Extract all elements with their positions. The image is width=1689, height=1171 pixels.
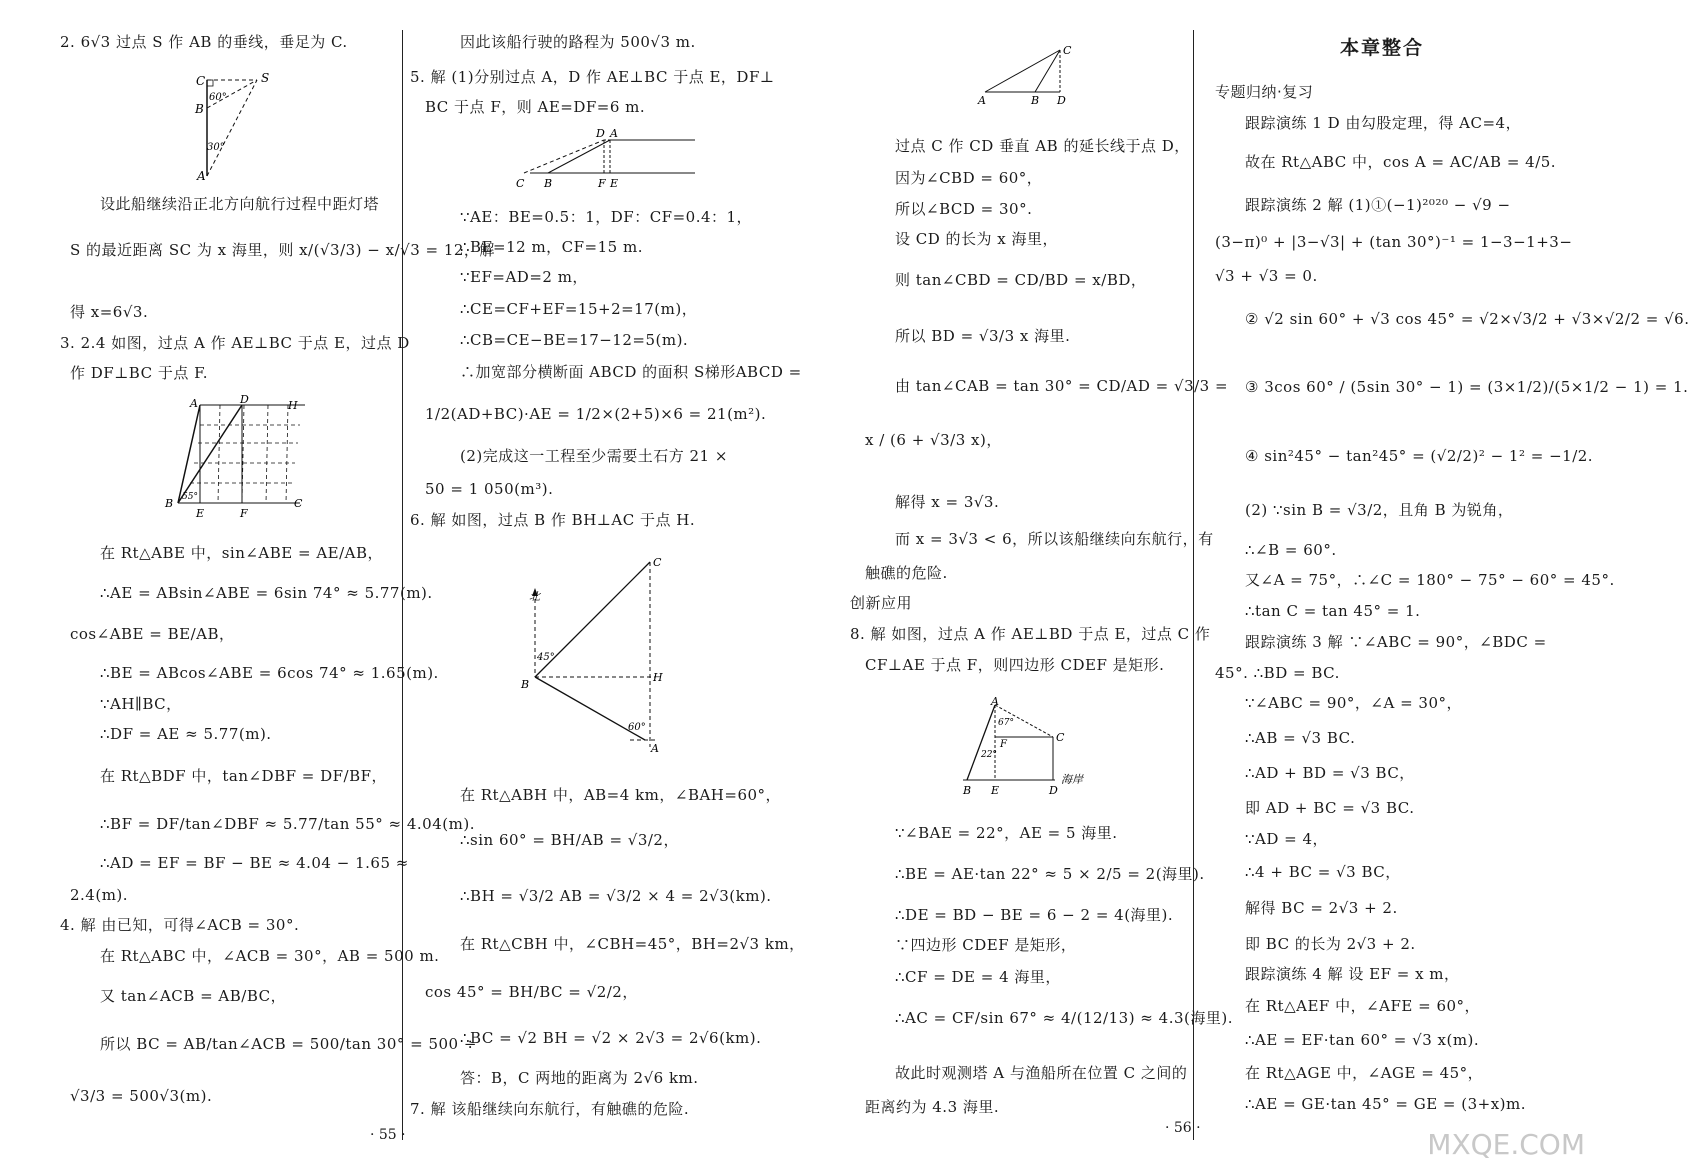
col4-line: 故在 Rt△ABC 中，cos A = AC/AB = 4/5. <box>1245 153 1557 171</box>
f8-label-B: B <box>963 784 972 797</box>
col1-line: ∴AE = ABsin∠ABE = 6sin 74° ≈ 5.77(m). <box>100 584 433 602</box>
f8-label-A: A <box>991 695 999 708</box>
col2-line: 因此该船行驶的路程为 500√3 m. <box>460 33 696 51</box>
f6-angle-60: 60° <box>628 722 646 733</box>
col1-line: S 的最近距离 SC 为 x 海里，则 x/(√3/3) − x/√3 = 12，解 <box>70 241 495 259</box>
col4-line: 专题归纳·复习 <box>1215 83 1314 101</box>
col1-line: ∵AH∥BC， <box>100 695 182 713</box>
f3-label-A: A <box>190 397 198 410</box>
col2-line: 答：B，C 两地的距离为 2√6 km. <box>460 1069 699 1087</box>
col2-line: ∴BH = √3/2 AB = √3/2 × 4 = 2√3(km). <box>460 887 772 905</box>
f6-label-H: H <box>653 671 663 684</box>
f7-label-A: A <box>978 94 986 107</box>
f7-label-C: C <box>1063 44 1072 57</box>
col4-line: ∴AD + BD = √3 BC， <box>1245 764 1415 782</box>
f8-label-C: C <box>1056 731 1065 744</box>
col3-line: ∵四边形 CDEF 是矩形， <box>895 936 1077 954</box>
col3-line: 过点 C 作 CD 垂直 AB 的延长线于点 D， <box>895 137 1190 155</box>
f3-label-D: D <box>240 393 249 406</box>
col2-line: ∴CB=CE−BE=17−12=5(m). <box>460 331 689 349</box>
f6-north-label: 北 <box>529 590 540 603</box>
page-number-left: · 55 · <box>370 1127 406 1143</box>
col2-line: ∵AE：BE=0.5：1，DF：CF=0.4：1， <box>460 208 753 226</box>
col1-line: 作 DF⊥BC 于点 F. <box>70 364 208 382</box>
col4-line: ∴4 + BC = √3 BC， <box>1245 863 1401 881</box>
col3-line: x / (6 + √3/3 x)， <box>865 431 1002 449</box>
f3-label-B: B <box>165 497 174 510</box>
f5-label-A: A <box>610 127 618 140</box>
f8-shore-label: 海岸 <box>1061 773 1083 786</box>
f1-label-S: S <box>261 71 270 85</box>
f7-label-B: B <box>1031 94 1040 107</box>
f7-label-D: D <box>1057 94 1066 107</box>
col1-line: 在 Rt△ABC 中，∠ACB = 30°，AB = 500 m. <box>100 947 440 965</box>
col1-line: 设此船继续沿正北方向航行过程中距灯塔 <box>100 195 380 213</box>
col3-line: 则 tan∠CBD = CD/BD = x/BD， <box>895 271 1147 289</box>
col1-line: 又 tan∠ACB = AB/BC， <box>100 987 287 1005</box>
col4-line: ∴tan C = tan 45° = 1. <box>1245 602 1421 620</box>
col3-line: ∴DE = BD − BE = 6 − 2 = 4(海里). <box>895 906 1174 924</box>
col4-line: 跟踪演练 3 解 ∵∠ABC = 90°，∠BDC = <box>1245 633 1547 651</box>
col3-line: 所以∠BCD = 30°. <box>895 200 1033 218</box>
col4-line: √3 + √3 = 0. <box>1215 267 1318 285</box>
col1-line: cos∠ABE = BE/AB， <box>70 625 235 643</box>
col4-line: 又∠A = 75°，∴∠C = 180° − 75° − 60° = 45°. <box>1245 571 1615 589</box>
col4-line: (2) ∵sin B = √3/2，且角 B 为锐角， <box>1245 501 1514 519</box>
col4-line: 跟踪演练 2 解 (1)①(−1)²⁰²⁰ − √9 − <box>1245 196 1511 214</box>
col4-line: 在 Rt△AGE 中，∠AGE = 45°， <box>1245 1064 1484 1082</box>
f5-label-F: F <box>598 177 606 190</box>
f5-label-E: E <box>610 177 619 190</box>
col2-line: ∴CE=CF+EF=15+2=17(m)， <box>460 300 698 318</box>
col3-line: 距离约为 4.3 海里. <box>865 1098 1000 1116</box>
col1-line: ∴BE = ABcos∠ABE = 6cos 74° ≈ 1.65(m). <box>100 664 439 682</box>
col1-line: 在 Rt△BDF 中，tan∠DBF = DF/BF， <box>100 767 388 785</box>
f3-label-H: H <box>288 399 298 412</box>
col3-line: 而 x = 3√3 < 6，所以该船继续向东航行，有 <box>895 530 1214 548</box>
col1-line: 4. 解 由已知，可得∠ACB = 30°. <box>60 916 300 934</box>
col1-line: ∴BF = DF/tan∠DBF ≈ 5.77/tan 55° ≈ 4.04(m). <box>100 815 475 833</box>
figure-problem-5 <box>510 125 700 193</box>
col4-line: (3−π)⁰ + |3−√3| + (tan 30°)⁻¹ = 1−3−1+3− <box>1215 233 1573 251</box>
col2-line: 在 Rt△ABH 中，AB=4 km，∠BAH=60°， <box>460 786 782 804</box>
figure-problem-6 <box>515 552 675 757</box>
col2-line: ∴BE=12 m，CF=15 m. <box>460 238 643 256</box>
col4-line: ∴AE = GE·tan 45° = GE = (3+x)m. <box>1245 1095 1527 1113</box>
col3-line: 由 tan∠CAB = tan 30° = CD/AD = √3/3 = <box>895 377 1229 395</box>
f5-label-D: D <box>596 127 605 140</box>
col4-line: 45°. ∴BD = BC. <box>1215 664 1340 682</box>
f3-label-E: E <box>196 507 205 520</box>
col3-line: ∴AC = CF/sin 67° ≈ 4/(12/13) ≈ 4.3(海里). <box>895 1009 1233 1027</box>
figure-problem-7 <box>975 42 1095 110</box>
col2-line: ∵EF=AD=2 m， <box>460 268 588 286</box>
f8-label-D: D <box>1049 784 1058 797</box>
col4-line: 即 BC 的长为 2√3 + 2. <box>1245 935 1416 953</box>
col2-line: 1/2(AD+BC)·AE = 1/2×(2+5)×6 = 21(m²). <box>425 405 767 423</box>
col1-line: 2. 6√3 过点 S 作 AB 的垂线，垂足为 C. <box>60 33 348 51</box>
f1-label-C: C <box>196 74 206 88</box>
col3-line: CF⊥AE 于点 F，则四边形 CDEF 是矩形. <box>865 656 1165 674</box>
column-4 <box>1215 0 1689 1171</box>
col4-line: ③ 3cos 60° / (5sin 30° − 1) = (3×1/2)/(5×1/2 − 1) = 1. <box>1245 378 1689 396</box>
col3-line: 所以 BD = √3/3 x 海里. <box>895 327 1071 345</box>
col4-line: ∵∠ABC = 90°，∠A = 30°， <box>1245 694 1463 712</box>
f1-angle-60: 60° <box>209 92 227 103</box>
f6-label-C: C <box>653 556 662 569</box>
col4-line: ∵AD = 4， <box>1245 830 1329 848</box>
col4-line: ∴AB = √3 BC. <box>1245 729 1356 747</box>
col1-line: 2.4(m). <box>70 886 129 904</box>
col4-line: ② √2 sin 60° + √3 cos 45° = √2×√3/2 + √3×√2/2 = √6. <box>1245 310 1689 328</box>
col2-line: cos 45° = BH/BC = √2/2， <box>425 983 638 1001</box>
col2-line: ∴BC = √2 BH = √2 × 2√3 = 2√6(km). <box>460 1029 762 1047</box>
col2-line: 在 Rt△CBH 中，∠CBH=45°，BH=2√3 km， <box>460 935 805 953</box>
f3-angle-55: 55° <box>182 492 198 502</box>
col2-line: 5. 解 (1)分别过点 A，D 作 AE⊥BC 于点 E，DF⊥ <box>410 68 775 86</box>
f6-label-A: A <box>651 742 659 755</box>
figure-problem-3 <box>160 395 310 520</box>
col3-line: ∵∠BAE = 22°，AE = 5 海里. <box>895 824 1118 842</box>
col3-line: 故此时观测塔 A 与渔船所在位置 C 之间的 <box>895 1064 1188 1082</box>
col2-line: 50 = 1 050(m³). <box>425 480 554 498</box>
col3-line: 8. 解 如图，过点 A 作 AE⊥BD 于点 E，过点 C 作 <box>850 625 1211 643</box>
col1-line: ∴AD = EF = BF − BE ≈ 4.04 − 1.65 ≈ <box>100 854 409 872</box>
f1-label-A: A <box>197 169 206 183</box>
watermark: MXQE.COM <box>1427 1128 1585 1161</box>
f3-label-F: F <box>240 507 248 520</box>
col1-line: 所以 BC = AB/tan∠ACB = 500/tan 30° = 500 ÷ <box>100 1035 477 1053</box>
col1-line: √3/3 = 500√3(m). <box>70 1087 213 1105</box>
column-3 <box>850 0 1233 1171</box>
col3-line: 设 CD 的长为 x 海里， <box>895 230 1059 248</box>
col1-line: ∴DF = AE ≈ 5.77(m). <box>100 725 272 743</box>
page-number-right: · 56 · <box>1165 1120 1201 1136</box>
col2-line: ∴加宽部分横断面 ABCD 的面积 S梯形ABCD = <box>460 363 802 381</box>
col3-line: 解得 x = 3√3. <box>895 493 1000 511</box>
col3-line: 因为∠CBD = 60°， <box>895 169 1043 187</box>
f1-angle-30: 30° <box>207 142 225 153</box>
col3-line: ∴BE = AE·tan 22° ≈ 5 × 2/5 = 2(海里). <box>895 865 1205 883</box>
col4-line: ④ sin²45° − tan²45° = (√2/2)² − 1² = −1/2. <box>1245 447 1594 465</box>
col2-line: 7. 解 该船继续向东航行，有触礁的危险. <box>410 1100 690 1118</box>
col2-line: (2)完成这一工程至少需要土石方 21 × <box>460 447 728 465</box>
col4-line: 跟踪演练 1 D 由勾股定理，得 AC=4， <box>1245 114 1522 132</box>
f8-label-F: F <box>1000 739 1007 750</box>
chapter-title: 本章整合 <box>1340 37 1425 59</box>
col4-line: ∴AE = EF·tan 60° = √3 x(m). <box>1245 1031 1480 1049</box>
col1-line: 在 Rt△ABE 中，sin∠ABE = AE/AB， <box>100 544 384 562</box>
col1-line: 3. 2.4 如图，过点 A 作 AE⊥BC 于点 E，过点 D <box>60 334 410 352</box>
figure-problem-2 <box>185 68 280 183</box>
col4-line: 解得 BC = 2√3 + 2. <box>1245 899 1398 917</box>
f8-label-E: E <box>991 784 1000 797</box>
col4-line: ∴∠B = 60°. <box>1245 541 1337 559</box>
col4-line: 即 AD + BC = √3 BC. <box>1245 799 1415 817</box>
col2-line: BC 于点 F，则 AE=DF=6 m. <box>425 98 646 116</box>
col2-line: ∴sin 60° = BH/AB = √3/2， <box>460 831 679 849</box>
col2-line: 6. 解 如图，过点 B 作 BH⊥AC 于点 H. <box>410 511 696 529</box>
col4-line: 在 Rt△AEF 中，∠AFE = 60°， <box>1245 997 1481 1015</box>
f5-label-C: C <box>516 177 525 190</box>
f5-label-B: B <box>544 177 553 190</box>
figure-problem-8 <box>955 695 1105 800</box>
f1-label-B: B <box>195 102 204 116</box>
f3-label-C: C <box>294 497 303 510</box>
f8-angle-67: 67° <box>998 718 1014 728</box>
col4-line: 跟踪演练 4 解 设 EF = x m， <box>1245 965 1460 983</box>
col1-line: 得 x=6√3. <box>70 303 149 321</box>
f6-angle-45: 45° <box>537 652 555 663</box>
f8-angle-22: 22° <box>981 750 997 760</box>
col3-line: 创新应用 <box>850 594 913 612</box>
col3-line: 触礁的危险. <box>865 564 948 582</box>
col3-line: ∴CF = DE = 4 海里， <box>895 968 1061 986</box>
f6-label-B: B <box>521 678 530 691</box>
